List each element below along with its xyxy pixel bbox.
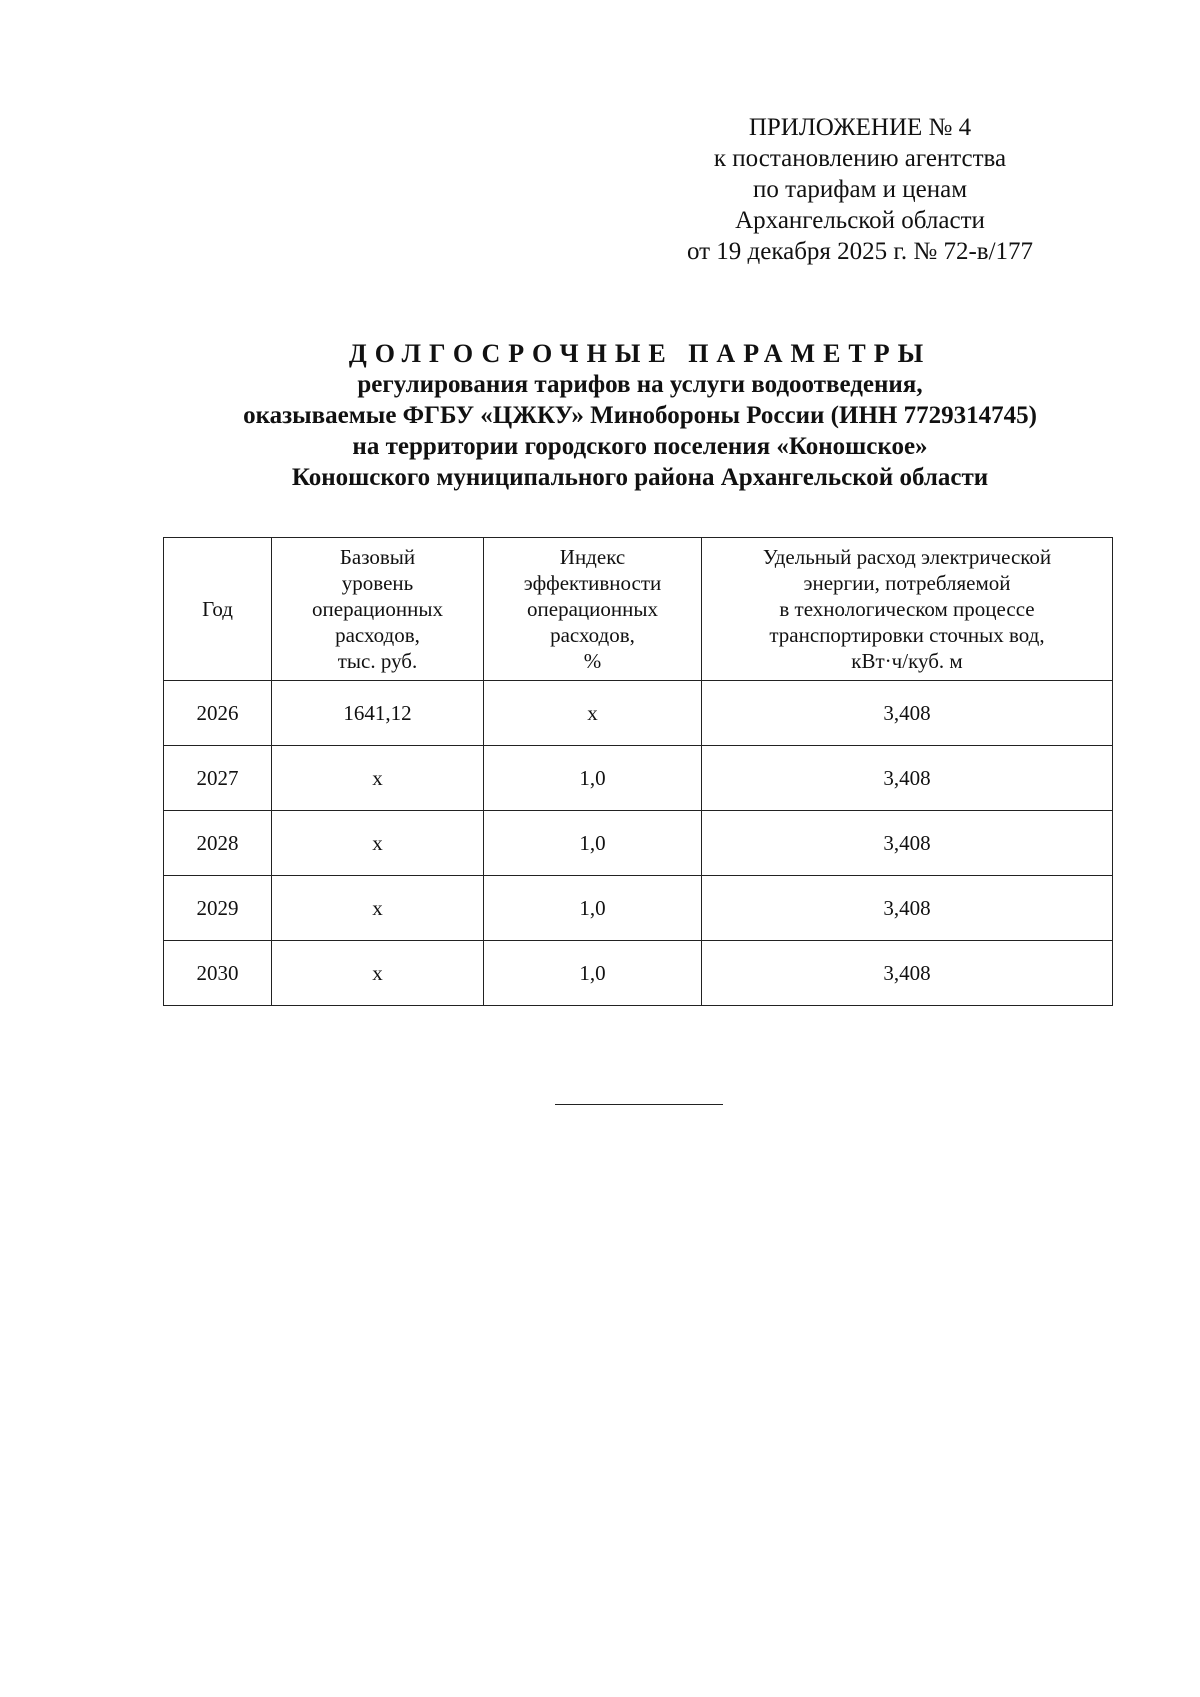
cell-efficiency-index: х xyxy=(484,681,702,746)
cell-base-level: х xyxy=(272,941,484,1006)
end-separator-line xyxy=(555,1104,723,1105)
annex-region: Архангельской области xyxy=(735,207,985,234)
header-energy-consumption: Удельный расход электрической энергии, потребляемой в технологическом процессе транспортировки сточных вод, кВт·ч/куб. м xyxy=(702,538,1113,681)
cell-year: 2028 xyxy=(164,811,272,876)
cell-efficiency-index: 1,0 xyxy=(484,876,702,941)
annex-reference: к постановлению агентства xyxy=(713,145,1007,172)
cell-energy-consumption: 3,408 xyxy=(702,811,1113,876)
annex-agency: по тарифам и ценам xyxy=(752,176,968,203)
cell-energy-consumption: 3,408 xyxy=(702,941,1113,1006)
title-territory: на территории городского поселения «Коношское» xyxy=(352,433,928,460)
header-year: Год xyxy=(164,538,272,681)
annex-header xyxy=(630,112,1090,267)
table-body xyxy=(164,681,1113,1006)
document-title xyxy=(140,338,1140,493)
title-subject: регулирования тарифов на услуги водоотведения, xyxy=(357,371,923,398)
header-base-level: Базовый уровень операционных расходов, тыс. руб. xyxy=(272,538,484,681)
cell-efficiency-index: 1,0 xyxy=(484,811,702,876)
table-row xyxy=(164,681,1113,746)
table-row xyxy=(164,811,1113,876)
table-row xyxy=(164,941,1113,1006)
cell-energy-consumption: 3,408 xyxy=(702,876,1113,941)
cell-base-level: х xyxy=(272,811,484,876)
title-organization: оказываемые ФГБУ «ЦЖКУ» Минобороны России (ИНН 7729314745) xyxy=(243,402,1037,429)
cell-base-level: 1641,12 xyxy=(272,681,484,746)
cell-efficiency-index: 1,0 xyxy=(484,941,702,1006)
cell-year: 2027 xyxy=(164,746,272,811)
parameters-table xyxy=(163,537,1113,1006)
cell-year: 2029 xyxy=(164,876,272,941)
annex-date: от 19 декабря 2025 г. № 72-в/177 xyxy=(686,238,1034,265)
header-efficiency-index: Индекс эффективности операционных расходов, % xyxy=(484,538,702,681)
cell-base-level: х xyxy=(272,746,484,811)
cell-base-level: х xyxy=(272,876,484,941)
annex-number: ПРИЛОЖЕНИЕ № 4 xyxy=(748,114,972,141)
table-row xyxy=(164,746,1113,811)
title-main: ДОЛГОСРОЧНЫЕ ПАРАМЕТРЫ xyxy=(348,339,932,368)
cell-efficiency-index: 1,0 xyxy=(484,746,702,811)
table-row xyxy=(164,876,1113,941)
table-header-row xyxy=(164,538,1113,681)
title-district: Коношского муниципального района Архангельской области xyxy=(291,464,989,491)
cell-energy-consumption: 3,408 xyxy=(702,681,1113,746)
cell-year: 2026 xyxy=(164,681,272,746)
cell-year: 2030 xyxy=(164,941,272,1006)
cell-energy-consumption: 3,408 xyxy=(702,746,1113,811)
